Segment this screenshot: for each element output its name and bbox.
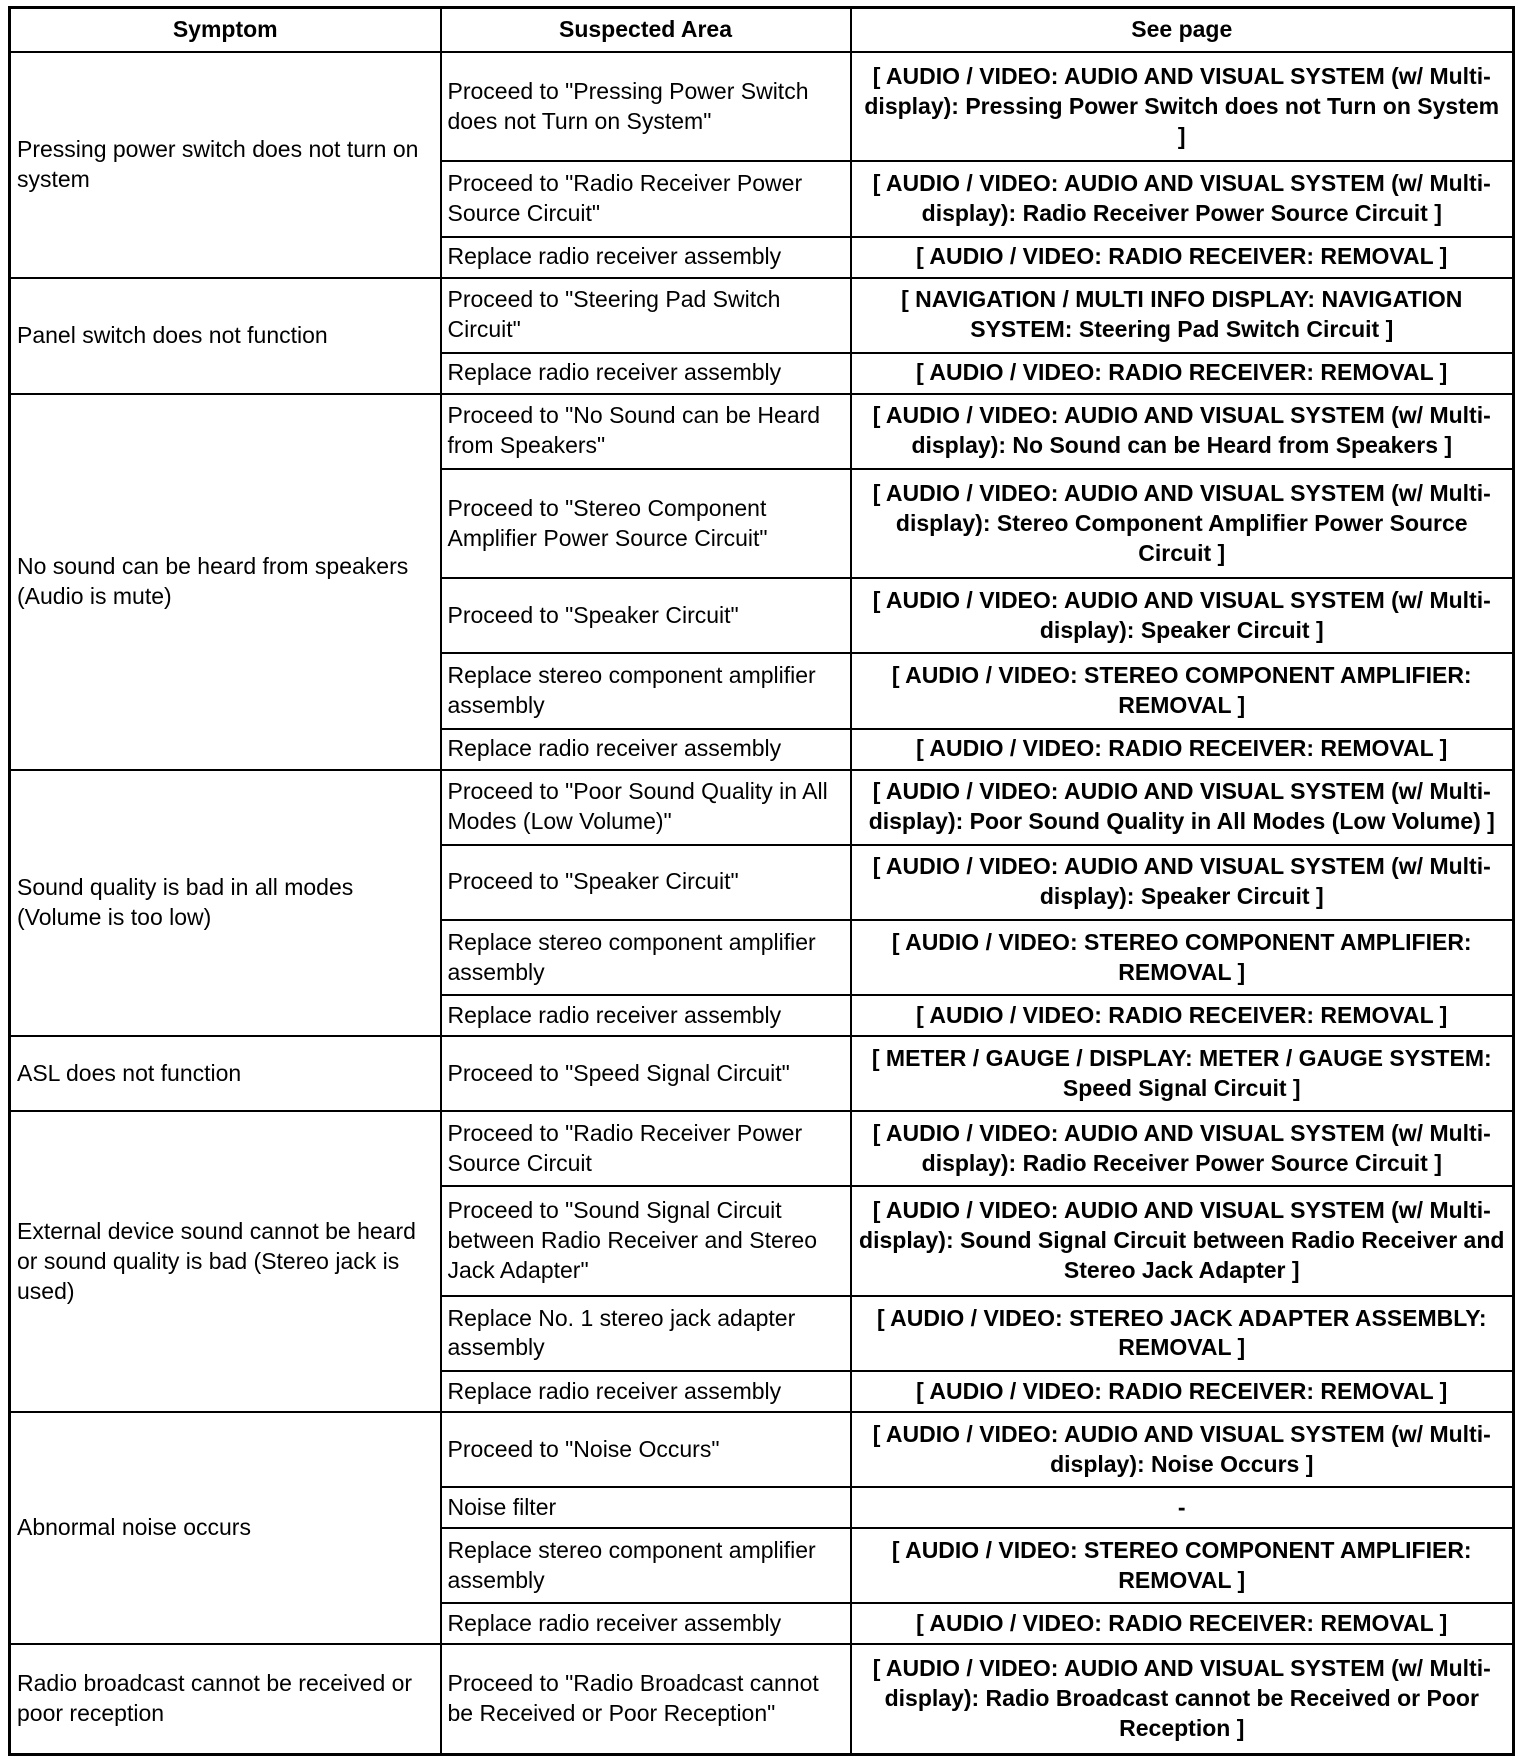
symptom-cell: Radio broadcast cannot be received or poor reception — [10, 1644, 441, 1754]
see-page-cell: [ AUDIO / VIDEO: AUDIO AND VISUAL SYSTEM (w/ Multi-display): Speaker Circuit ] — [851, 845, 1514, 920]
see-page-cell: [ AUDIO / VIDEO: AUDIO AND VISUAL SYSTEM (w/ Multi-display): No Sound can be Heard from Speakers ] — [851, 394, 1514, 469]
see-page-cell: [ AUDIO / VIDEO: RADIO RECEIVER: REMOVAL ] — [851, 237, 1514, 278]
symptom-cell: Sound quality is bad in all modes (Volume is too low) — [10, 770, 441, 1037]
see-page-cell: [ NAVIGATION / MULTI INFO DISPLAY: NAVIGATION SYSTEM: Steering Pad Switch Circuit ] — [851, 278, 1514, 353]
see-page-cell: [ AUDIO / VIDEO: RADIO RECEIVER: REMOVAL ] — [851, 1371, 1514, 1412]
suspected-area-cell: Proceed to "Speaker Circuit" — [441, 578, 851, 653]
troubleshooting-table — [8, 6, 1515, 1756]
suspected-area-cell: Proceed to "Poor Sound Quality in All Modes (Low Volume)" — [441, 770, 851, 845]
see-page-cell: [ AUDIO / VIDEO: STEREO COMPONENT AMPLIFIER: REMOVAL ] — [851, 653, 1514, 728]
suspected-area-cell: Replace stereo component amplifier assembly — [441, 1528, 851, 1603]
see-page-cell: [ AUDIO / VIDEO: AUDIO AND VISUAL SYSTEM (w/ Multi-display): Sound Signal Circuit between Radio Receiver and Stereo Jack Adapter ] — [851, 1186, 1514, 1295]
suspected-area-cell: Noise filter — [441, 1487, 851, 1528]
see-page-cell: [ AUDIO / VIDEO: STEREO JACK ADAPTER ASSEMBLY: REMOVAL ] — [851, 1296, 1514, 1371]
table-row — [10, 770, 1514, 845]
see-page-cell: [ AUDIO / VIDEO: AUDIO AND VISUAL SYSTEM (w/ Multi-display): Stereo Component Amplifier Power Source Circuit ] — [851, 469, 1514, 578]
suspected-area-cell: Replace radio receiver assembly — [441, 729, 851, 770]
see-page-cell: [ AUDIO / VIDEO: AUDIO AND VISUAL SYSTEM (w/ Multi-display): Noise Occurs ] — [851, 1412, 1514, 1487]
suspected-area-cell: Proceed to "Noise Occurs" — [441, 1412, 851, 1487]
see-page-cell: [ AUDIO / VIDEO: RADIO RECEIVER: REMOVAL ] — [851, 353, 1514, 394]
symptom-cell: Abnormal noise occurs — [10, 1412, 441, 1644]
see-page-cell: [ AUDIO / VIDEO: AUDIO AND VISUAL SYSTEM (w/ Multi-display): Poor Sound Quality in All Modes (Low Volume) ] — [851, 770, 1514, 845]
suspected-area-cell: Replace radio receiver assembly — [441, 995, 851, 1036]
suspected-area-cell: Proceed to "Speed Signal Circuit" — [441, 1036, 851, 1111]
table-row — [10, 52, 1514, 161]
symptom-cell: External device sound cannot be heard or sound quality is bad (Stereo jack is used) — [10, 1111, 441, 1412]
table-row — [10, 394, 1514, 469]
suspected-area-cell: Proceed to "Radio Receiver Power Source Circuit — [441, 1111, 851, 1186]
table-row — [10, 1111, 1514, 1186]
header-symptom: Symptom — [10, 8, 441, 53]
suspected-area-cell: Proceed to "Sound Signal Circuit between Radio Receiver and Stereo Jack Adapter" — [441, 1186, 851, 1295]
suspected-area-cell: Proceed to "Radio Broadcast cannot be Received or Poor Reception" — [441, 1644, 851, 1754]
suspected-area-cell: Proceed to "Steering Pad Switch Circuit" — [441, 278, 851, 353]
see-page-cell: [ AUDIO / VIDEO: RADIO RECEIVER: REMOVAL ] — [851, 729, 1514, 770]
suspected-area-cell: Proceed to "Stereo Component Amplifier Power Source Circuit" — [441, 469, 851, 578]
table-row — [10, 1036, 1514, 1111]
suspected-area-cell: Proceed to "Speaker Circuit" — [441, 845, 851, 920]
suspected-area-cell: Proceed to "Radio Receiver Power Source Circuit" — [441, 161, 851, 236]
table-row — [10, 1412, 1514, 1487]
see-page-cell: [ AUDIO / VIDEO: RADIO RECEIVER: REMOVAL ] — [851, 995, 1514, 1036]
see-page-cell: [ AUDIO / VIDEO: AUDIO AND VISUAL SYSTEM (w/ Multi-display): Radio Broadcast cannot be Received or Poor Reception ] — [851, 1644, 1514, 1754]
suspected-area-cell: Replace radio receiver assembly — [441, 353, 851, 394]
header-see-page: See page — [851, 8, 1514, 53]
suspected-area-cell: Replace stereo component amplifier assembly — [441, 920, 851, 995]
see-page-cell: [ AUDIO / VIDEO: AUDIO AND VISUAL SYSTEM (w/ Multi-display): Pressing Power Switch does not Turn on System ] — [851, 52, 1514, 161]
header-suspected-area: Suspected Area — [441, 8, 851, 53]
see-page-cell: [ AUDIO / VIDEO: STEREO COMPONENT AMPLIFIER: REMOVAL ] — [851, 920, 1514, 995]
see-page-cell: [ AUDIO / VIDEO: AUDIO AND VISUAL SYSTEM (w/ Multi-display): Speaker Circuit ] — [851, 578, 1514, 653]
table-row — [10, 1644, 1514, 1754]
see-page-cell: - — [851, 1487, 1514, 1528]
suspected-area-cell: Replace stereo component amplifier assembly — [441, 653, 851, 728]
see-page-cell: [ METER / GAUGE / DISPLAY: METER / GAUGE SYSTEM: Speed Signal Circuit ] — [851, 1036, 1514, 1111]
suspected-area-cell: Replace radio receiver assembly — [441, 1371, 851, 1412]
symptom-cell: Panel switch does not function — [10, 278, 441, 394]
see-page-cell: [ AUDIO / VIDEO: RADIO RECEIVER: REMOVAL ] — [851, 1603, 1514, 1644]
see-page-cell: [ AUDIO / VIDEO: AUDIO AND VISUAL SYSTEM (w/ Multi-display): Radio Receiver Power Source Circuit ] — [851, 1111, 1514, 1186]
header-row — [10, 8, 1514, 53]
table-body — [10, 52, 1514, 1755]
symptom-cell: Pressing power switch does not turn on system — [10, 52, 441, 278]
suspected-area-cell: Proceed to "Pressing Power Switch does not Turn on System" — [441, 52, 851, 161]
symptom-cell: No sound can be heard from speakers (Audio is mute) — [10, 394, 441, 770]
see-page-cell: [ AUDIO / VIDEO: AUDIO AND VISUAL SYSTEM (w/ Multi-display): Radio Receiver Power Source Circuit ] — [851, 161, 1514, 236]
suspected-area-cell: Replace radio receiver assembly — [441, 1603, 851, 1644]
suspected-area-cell: Proceed to "No Sound can be Heard from Speakers" — [441, 394, 851, 469]
symptom-cell: ASL does not function — [10, 1036, 441, 1111]
suspected-area-cell: Replace No. 1 stereo jack adapter assembly — [441, 1296, 851, 1371]
table-row — [10, 278, 1514, 353]
see-page-cell: [ AUDIO / VIDEO: STEREO COMPONENT AMPLIFIER: REMOVAL ] — [851, 1528, 1514, 1603]
suspected-area-cell: Replace radio receiver assembly — [441, 237, 851, 278]
